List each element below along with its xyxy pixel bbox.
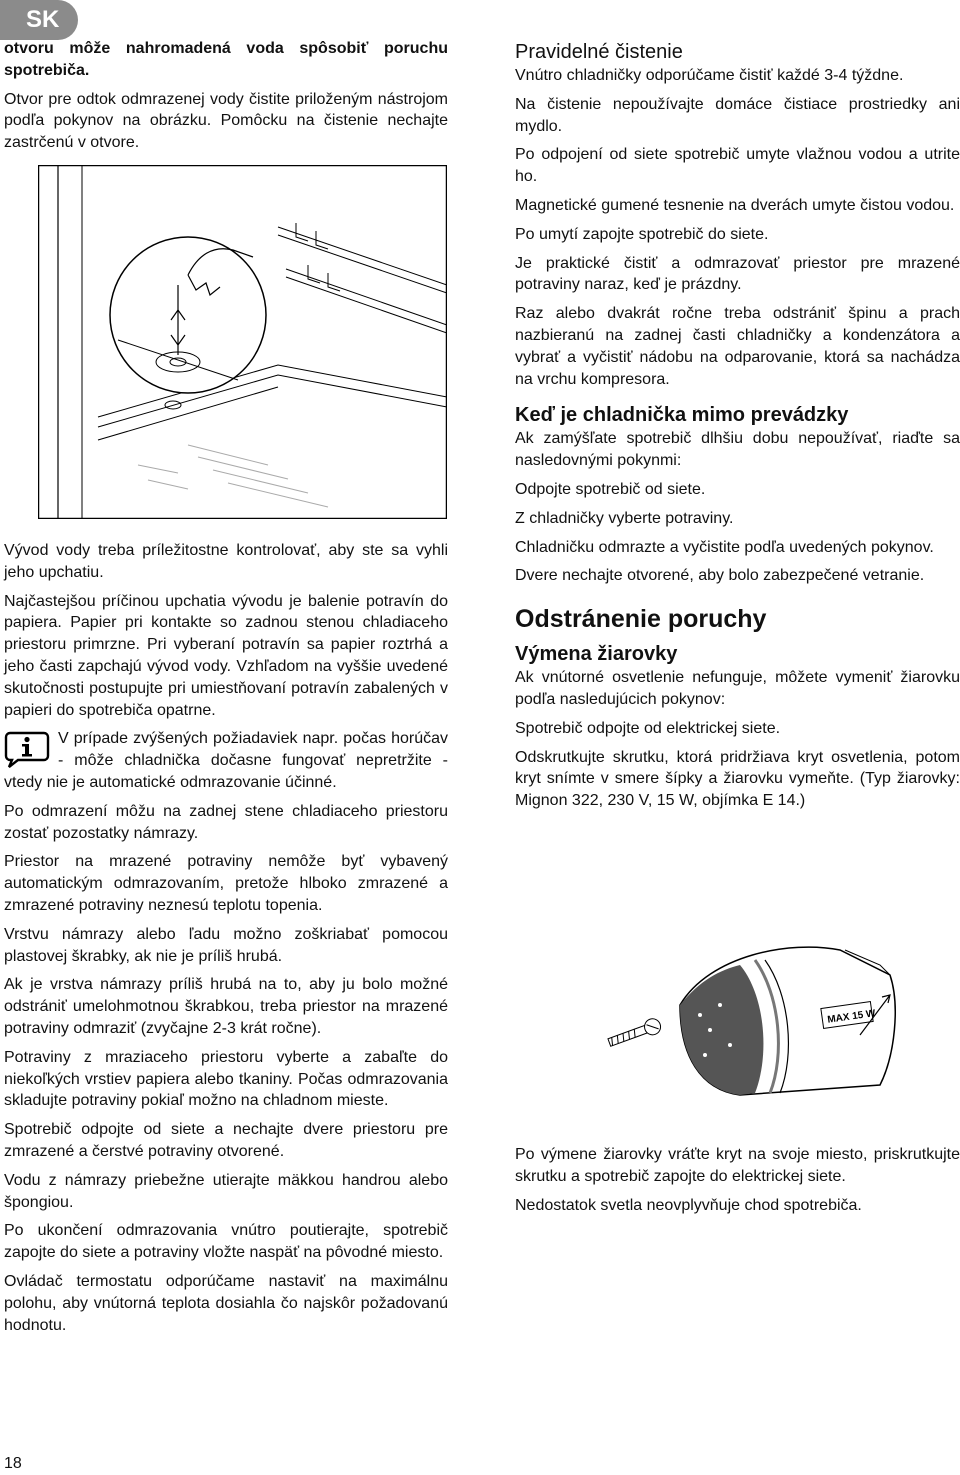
drain-hole-instructions: Otvor pre odtok odmrazenej vody čistite priloženým nástrojom podľa pokynov na obrázku. Pomôcku na čistenie nechajte zastrčenú v otvore. — [4, 90, 448, 152]
heading-bulb-replacement: Výmena žiarovky — [515, 643, 678, 666]
right-column — [515, 39, 960, 819]
scrape-frost: Vrstvu námrazy alebo ľadu možno zoškriabať pomocou plastovej škrabky, ak nie je príliš hrubá. — [4, 925, 448, 965]
left-column-top — [4, 38, 448, 161]
wrap-food: Potraviny z mraziaceho priestoru vyberte a zabaľte do niekoľkých vrstiev papiera alebo tkaniny. Počas odmrazovania skladujte potraviny pokiaľ možno na chladnom mieste. — [4, 1048, 448, 1110]
drain-check: Vývod vody treba príležitostne kontrolovať, aby ste sa vyhli jeho upchatiu. — [4, 542, 448, 581]
lamp-cover-illustration — [590, 935, 900, 1105]
clean-weekly: Vnútro chladničky odporúčame čistiť každé 3-4 týždne. — [515, 67, 904, 84]
left-column-body — [4, 540, 448, 1343]
no-detergents: Na čistenie nepoužívajte domáce čistiace prostriedky ani mydlo. — [515, 95, 960, 135]
drain-blockage-cause: Najčastejšou príčinou upchatia vývodu je balenie potravín do papiera. Papier pri kontakte so zadnou stenou chladiaceho priestoru primrzne. Pri vyberaní potravín sa papier roztrhá a jeho časti zapchajú vývod vody. Vzhľadom na vyššie uvedené skutočnosti postupujte pri umiestňovaní potravín zabalených v papieri do spotrebiča opatrne. — [4, 592, 448, 719]
frost-residue: Po odmrazení môžu na zadnej stene chladiaceho priestoru zostať pozostatky námrazy. — [4, 802, 448, 842]
long-absence: Ak zamýšľate spotrebič dlhšiu dobu nepoužívať, riaďte sa nasledovnými pokynmi: — [515, 430, 960, 470]
clean-when-empty: Je praktické čistiť a odmrazovať priestor pre mrazené potraviny naraz, keď je prázdny. — [515, 254, 960, 294]
remove-dust: Raz alebo dvakrát ročne treba odstrániť špinu a prach nazbieranú na zadnej časti chladničky a kondenzátora a vybrať a vyčistiť nádobu na odparovanie, ktorá sa nachádza na vrchu kompresora. — [515, 305, 960, 388]
page-number: 18 — [4, 1455, 22, 1472]
right-column-bottom — [515, 1144, 960, 1223]
info-note: V prípade zvýšených požiadaviek napr. počas horúčav - môže chladnička dočasne fungovať nepretržite - vtedy nie je automatické odmrazovanie účinné. — [4, 730, 448, 791]
step-defrost-clean: Chladničku odmrazte a vyčistite podľa uvedených pokynov. — [515, 538, 934, 556]
freezer-no-auto-defrost: Priestor na mrazené potraviny nemôže byť vybavený automatickým odmrazovaním, pretože hlboko zmrazené a zmrazené potraviny neznesú teplotu topenia. — [4, 853, 448, 914]
thick-frost: Ak je vrstva námrazy príliš hrubá na to, aby ju bolo možné odstrániť umelohmotnou škrabkou, treba priestor na mrazené potraviny odmraziť (zvyčajne 2-3 krát ročne). — [4, 976, 448, 1037]
heading-troubleshooting: Odstránenie poruchy — [515, 605, 767, 634]
wash-after-disconnect: Po odpojení od siete spotrebič umyte vlažnou vodou a utrite ho. — [515, 146, 960, 186]
bulb-unplug: Spotrebič odpojte od elektrickej siete. — [515, 719, 781, 737]
unplug-open-doors: Spotrebič odpojte od siete a nechajte dvere priestoru pre zmrazené a čerstvé potraviny otvorené. — [4, 1121, 448, 1160]
reconnect: Po umytí zapojte spotrebič do siete. — [515, 225, 769, 243]
bulb-refit: Po výmene žiarovky vráťte kryt na svoje miesto, priskrutkujte skrutku a spotrebič zapojte do elektrickej siete. — [515, 1146, 960, 1185]
info-icon — [4, 730, 50, 768]
after-defrost: Po ukončení odmrazovania vnútro poutierajte, spotrebič zapojte do siete a potraviny vložte naspäť na pôvodné miesto. — [4, 1222, 448, 1262]
drain-cleaning-illustration — [38, 165, 447, 519]
step-remove-food: Z chladničky vyberte potraviny. — [515, 509, 734, 527]
language-badge: SK — [0, 0, 78, 40]
intro-warning: otvoru môže nahromadená voda spôsobiť poruchu spotrebiča. — [4, 40, 448, 79]
thermostat-setting: Ovládač termostatu odporúčame nastaviť na maximálnu polohu, aby vnútorná teplota dosiahla čo najskôr požadovanú hodnotu. — [4, 1272, 448, 1334]
bulb-unscrew: Odskrutkujte skrutku, ktorá pridržiava kryt osvetlenia, potom kryt snímte v smere šípky a žiarovku vymeňte. (Typ žiarovky: Mignon 322, 230 V, 15 W, objímka E 14.) — [515, 748, 960, 810]
wipe-water: Vodu z námrazy priebežne utierajte mäkkou handrou alebo špongiou. — [4, 1171, 448, 1211]
heading-regular-cleaning: Pravidelné čistenie — [515, 41, 683, 63]
step-doors-open: Dvere nechajte otvorené, aby bolo zabezpečené vetranie. — [515, 567, 925, 585]
bulb-note: Nedostatok svetla neovplyvňuje chod spotrebiča. — [515, 1196, 862, 1214]
step-unplug: Odpojte spotrebič od siete. — [515, 480, 706, 498]
heading-out-of-use: Keď je chladnička mimo prevádzky — [515, 404, 849, 427]
gasket-cleaning: Magnetické gumené tesnenie na dverách umyte čistou vodou. — [515, 196, 955, 214]
bulb-intro: Ak vnútorné osvetlenie nefunguje, môžete vymeniť žiarovku podľa nasledujúcich pokynov: — [515, 669, 960, 708]
max-wattage-label: MAX 15 W — [826, 1008, 877, 1026]
